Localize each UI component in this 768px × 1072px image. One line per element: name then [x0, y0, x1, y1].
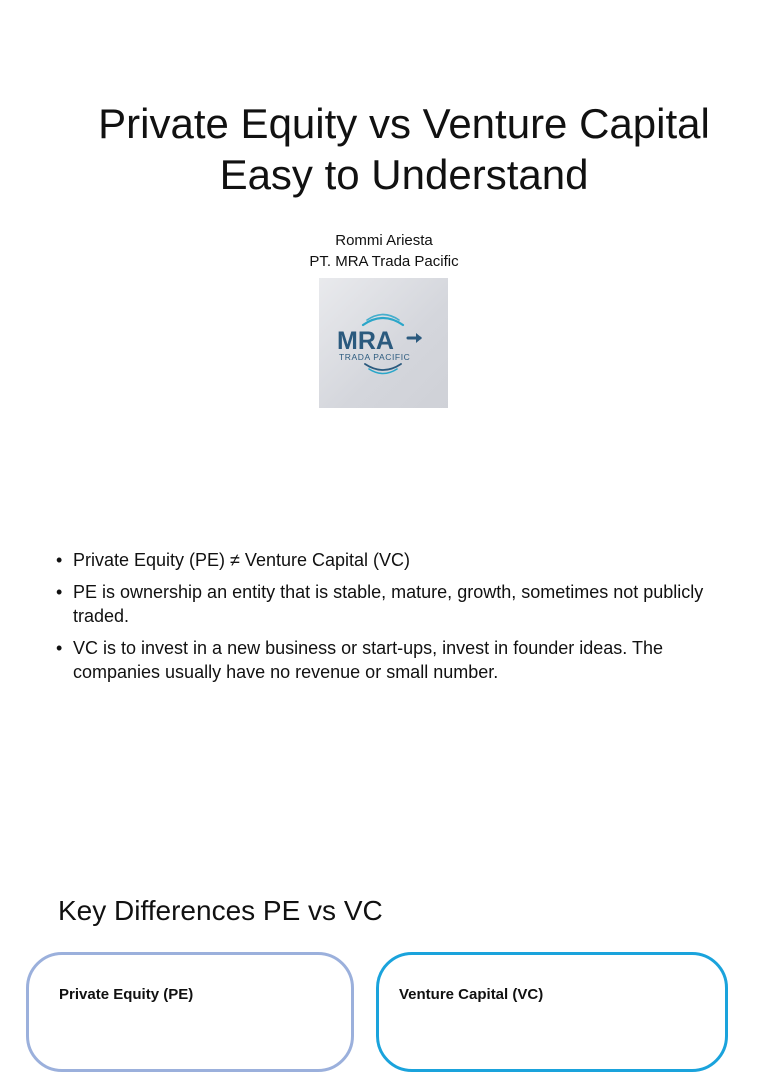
company-name: PT. MRA Trada Pacific	[309, 253, 459, 270]
bullet-dot: •	[56, 638, 63, 658]
mra-logo-icon	[319, 278, 448, 408]
bullet-dot: •	[56, 582, 63, 602]
bullet-dot: •	[56, 550, 63, 570]
vc-card-title: Venture Capital (VC)	[399, 986, 544, 1003]
slide-title-line-1: Private Equity vs Venture Capital	[98, 100, 710, 147]
bullet-text: Private Equity (PE) ≠ Venture Capital (VC)	[73, 550, 411, 570]
bullet-text: VC is to invest in a new business or start-ups, invest in founder ideas. The companies usually have no revenue or small number.	[73, 638, 663, 682]
section-heading: Key Differences PE vs VC	[58, 895, 383, 926]
bullet-list	[56, 548, 716, 692]
list-item	[56, 636, 716, 684]
pe-card-title: Private Equity (PE)	[59, 986, 194, 1003]
logo-subtitle: TRADA PACIFIC	[339, 352, 411, 362]
slide-title-line-2: Easy to Understand	[219, 151, 589, 198]
author-name: Rommi Ariesta	[335, 232, 433, 249]
slide-title	[0, 98, 768, 200]
company-logo	[319, 278, 448, 408]
list-item	[56, 548, 716, 572]
vc-card	[376, 952, 728, 1072]
logo-wordmark: MRA	[337, 327, 394, 355]
pe-card	[26, 952, 354, 1072]
author-block	[254, 230, 514, 272]
bullet-text: PE is ownership an entity that is stable, mature, growth, sometimes not publicly traded.	[73, 582, 704, 626]
list-item	[56, 580, 716, 628]
